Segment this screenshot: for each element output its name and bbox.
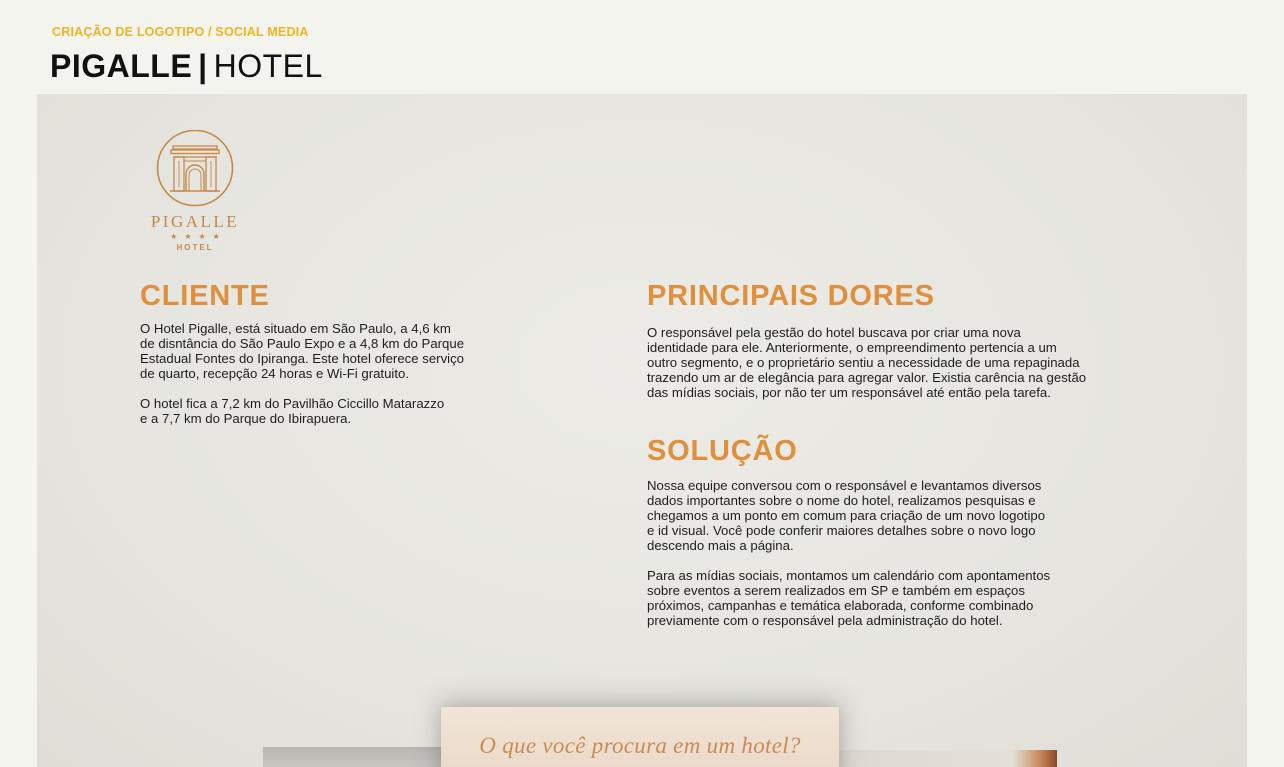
case-study-panel [37,94,1247,767]
title-hotel: HOTEL [213,48,323,84]
cliente-paragraph-1: O Hotel Pigalle, está situado em São Paulo, a 4,6 km de disntância do São Paulo Expo e a 4,8 km do Parque Estadual Fontes do Ipiranga. Este hotel oferece serviço de quarto, recepção 24 horas e Wi-Fi gratuito. [140,321,465,381]
dores-heading: PRINCIPAIS DORES [647,280,935,312]
cliente-heading: CLIENTE [140,280,270,312]
mockup-post-card [441,707,839,767]
logo-wordmark: PIGALLE [150,212,240,231]
logo-subtitle: HOTEL [176,243,214,252]
pigalle-logo [140,130,250,254]
cliente-paragraph-2: O hotel fica a 7,2 km do Pavilhão Ciccillo Matarazzo e a 7,7 km do Parque do Ibirapuera. [140,396,445,426]
arch-icon [140,130,250,210]
mockup-card-text: O que você procura em um hotel? [479,733,801,758]
solucao-paragraph-1: Nossa equipe conversou com o responsável e levantamos diversos dados importantes sobre o nome do hotel, realizamos pesquisas e chegamos a um ponto em comum para criação de um novo logotipo e id visual. Você pode conferir maiores detalhes sobre o novo logo descendo mais a página. [647,478,1046,553]
title-brand: PIGALLE [50,48,193,84]
mockup-image-right [837,750,1057,767]
title-separator: | [198,48,208,84]
page-kicker: CRIAÇÃO DE LOGOTIPO / SOCIAL MEDIA [52,25,309,39]
solucao-paragraph-2: Para as mídias sociais, montamos um calendário com apontamentos sobre eventos a serem realizados em SP e também em espaços próximos, campanhas e temática elaborada, conforme combinado previamente com o responsável pela administração do hotel. [647,568,1051,628]
solucao-heading: SOLUÇÃO [647,435,798,467]
page-title [50,46,323,86]
mockup-image-left [263,747,443,767]
logo-stars: ★★★★ [170,232,227,241]
dores-paragraph: O responsável pela gestão do hotel buscava por criar uma nova identidade para ele. Anteriormente, o empreendimento pertencia a um outro segmento, e o proprietário sentiu a necessidade de uma repaginada trazendo um ar de elegância para agregar valor. Existia carência na gestão das mídias sociais, por não ter um responsável até então pela tarefa. [647,325,1087,400]
